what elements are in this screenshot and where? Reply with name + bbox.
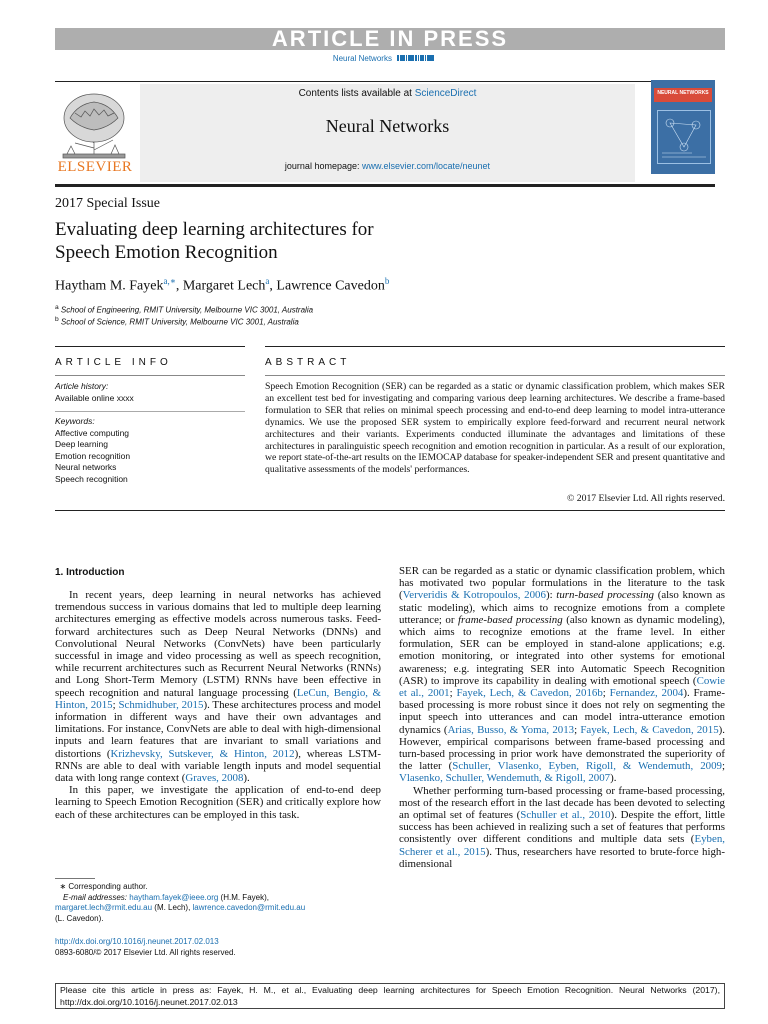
text-run: (also known as dynamic modeling), which aims to recognize emotions at the frame level. In either formulation, SER can be employed in stand-alone applications; e.g. emotion monitoring, or integrated into other systems for emotional awareness; e.g. integrating SER into Automatic Speech Recognition (ASR) to improve its capability in dealing with emotional speech ( [399,613,726,687]
text-run: ; [721,760,726,773]
text-run: ; [112,698,119,711]
text-run: ). Despite the effort, little success has been achieved in realizing such a set of features that performs consistently over different conditions and multiple data sets ( [399,809,725,846]
footnote-rule [55,878,95,879]
journal-reference[interactable] [0,54,768,63]
title-line-2: Speech Emotion Recognition [55,242,278,263]
article-history [55,381,134,404]
cover-title: NEURAL NETWORKS [657,90,709,96]
author-name[interactable]: Margaret Lech [182,278,266,294]
contents-prefix: Contents lists available at [298,88,415,99]
publisher-name[interactable]: ELSEVIER [57,159,133,175]
email-label: E-mail addresses: [63,892,130,902]
affiliation-a [55,304,313,315]
homepage-prefix: journal homepage: [284,161,362,171]
author-name[interactable]: Lawrence Cavedon [276,278,385,294]
abstract-rule-top [265,346,725,347]
article-info-rule [55,375,245,376]
paragraph [399,785,725,870]
affiliation-text: School of Science, RMIT University, Melbourne VIC 3001, Australia [58,317,299,327]
text-run: ): [545,589,557,602]
paragraph [399,565,725,785]
citation-link[interactable]: LeCun, Bengio, & Hinton, 2015 [55,686,381,711]
doi-link[interactable]: http://dx.doi.org/10.1016/j.neunet.2017.02.013 [55,937,219,946]
text-run: ), whereas LSTM-RNNs are able to deal with variable length inputs and model sequential data with long range context ( [55,747,381,785]
text-run: Whether performing turn-based processing or frame-based processing, most of the research effort in the last decade has been devoted to selecting an optimal set of features ( [399,784,725,822]
citation-link[interactable]: Eyben, Scherer et al., 2015 [399,833,725,858]
citation-link[interactable]: Schuller, Vlasenko, Eyben, Rigoll, & Wendemuth, 2009 [452,760,722,773]
keyword-item: Neural networks [55,462,117,472]
text-run: ). [610,772,617,785]
keyword-item: Speech recognition [55,473,128,484]
abstract-heading: ABSTRACT [265,357,351,368]
citation-link[interactable]: Schmidhuber, 2015 [118,698,204,711]
emphasis: frame-based processing [457,613,563,626]
author-affil-link[interactable]: a,∗ [163,276,176,286]
citation-link[interactable]: Cowie et al., 2001 [399,674,725,700]
text-run: ; [602,687,610,700]
cover-network-icon [657,110,711,164]
paragraph: In this paper, we investigate the application of end-to-end deep learning to Speech Emotion Recognition (SER) and critically explore how each of these architectures can be employed in this task. [55,784,381,821]
email-link[interactable]: margaret.lech@rmit.edu.au [55,903,153,913]
citation-link[interactable]: Fayek, Lech, & Cavedon, 2016b [456,687,603,700]
email-owner: (H.M. Fayek), [218,892,269,902]
article-info-heading: ARTICLE INFO [55,357,172,368]
affiliation-text: School of Engineering, RMIT University, Melbourne VIC 3001, Australia [58,305,314,315]
history-rule [55,411,245,412]
keyword-item: Emotion recognition [55,450,131,461]
article-title [55,218,485,264]
abstract-copyright: © 2017 Elsevier Ltd. All rights reserved. [566,493,725,504]
author-affil-link[interactable]: b [384,276,390,286]
email-link[interactable]: haytham.fayek@ieee.org [129,892,219,902]
header-bottom-rule [55,184,715,187]
affiliation-b [55,316,299,327]
email-note-end: (L. Cavedon). [55,914,104,924]
header-top-rule [55,81,715,82]
text-run: (also known as static modeling), which aims to recognize emotions from a complete utterance; or [399,589,725,626]
author-affil-link[interactable]: a [265,276,270,286]
paragraph [55,589,381,784]
citation-link[interactable]: Graves, 2008 [185,772,244,785]
special-issue-label: 2017 Special Issue [55,196,160,211]
title-line-1: Evaluating deep learning architectures for [55,219,374,240]
abstract-text: Speech Emotion Recognition (SER) can be regarded as a static or dynamic classification problem, which makes SER an excellent test bed for investigating and comparing various deep learning architectures. We describe a frame-based formulation to SER that relies on minimal speech processing and end-to-end deep learning to model intra-utterance dynamics. We use the proposed SER system to empirically explore feed-forward and recurrent neural network architectures and their variants. Experiments conducted illuminate the advantages and limitations of these architectures in paralinguistic speech recognition and emotion recognition in particular. As a result of our exploration, we report state-of-the-art results on the IEMOCAP database for speaker-independent SER and present quantitative and qualitative assessments of the models' performances. [265,381,725,476]
author-sep: , [269,278,277,294]
citation-link[interactable]: Schuller et al., 2010 [520,809,611,822]
affiliation-mark: a [55,304,59,311]
journal-homepage-link[interactable]: www.elsevier.com/locate/neunet [361,161,491,171]
article-in-press-banner: ARTICLE IN PRESS [55,28,725,50]
issn-line: 0893-6080/© 2017 Elsevier Ltd. All rights reserved. [55,948,236,957]
author-sep: , [175,278,183,294]
journal-title: Neural Networks [325,116,450,136]
email-link[interactable]: lawrence.cavedon@rmit.edu.au [192,903,306,913]
text-run: ; [449,687,457,700]
body-column-left [55,589,381,821]
text-run: ). These architectures process and model information in different ways and have their own advantages and limitations. For instance, ConvNets are able to deal with high-dimensional inputs and learn features that are invariant to small variations and distortions ( [55,698,381,760]
sciencedirect-link[interactable]: ScienceDirect [414,88,477,99]
text-run: ; [574,723,581,736]
footnote-text: Corresponding author. [66,882,148,891]
citation-link[interactable]: Vlasenko, Schuller, Wendemuth, & Rigoll, 2007 [399,772,611,785]
journal-cover-thumbnail[interactable] [651,80,715,174]
history-label: Article history: [55,381,109,391]
journal-ref-bars-icon [397,54,435,63]
article-info-rule-top [55,346,245,347]
corresponding-author-note [55,882,385,893]
citation-link[interactable]: Ververidis & Kotropoulos, 2006 [402,589,546,602]
author-list [55,276,389,295]
abstract-rule [265,375,725,376]
citation-link[interactable]: Arias, Busso, & Yoma, 2013 [447,723,575,736]
homepage-line [140,161,635,171]
doi-block [55,936,236,958]
citation-link[interactable]: Krizhevsky, Sutskever, & Hinton, 2012 [110,747,295,760]
text-run: ). [243,772,250,785]
footnote-mark: ∗ [59,882,67,891]
keywords-block [55,416,130,485]
text-run: ). Frame-based processing is more robust since it does not rely on segmenting the input speech into utterances and can model intra-utterance emotion dynamics ( [399,687,725,736]
emphasis: turn-based processing [556,589,654,602]
citation-box: Please cite this article in press as: Fayek, H. M., et al., Evaluating deep learning architectures for Speech Emotion Recognition. Neural Networks (2017), http://dx.doi.org/10.1016/j.neunet.2017.02.013 [55,983,725,1009]
email-note [55,893,385,904]
body-column-right [399,565,725,870]
abstract-bottom-rule [55,510,725,511]
affiliation-mark: b [55,316,59,323]
keyword-item: Deep learning [55,439,108,449]
text-run: SER can be regarded as a static or dynamic classification problem, which has motivated two popular formulations in the literature to the task ( [399,565,725,602]
section-heading-introduction: 1. Introduction [55,567,125,578]
text-run: In recent years, deep learning in neural networks has achieved tremendous success in various domains that led to multiple deep learning architectures emerging as effective models across numerous tasks. Feed-forward architectures such as Deep Neural Networks (DNNs) and Convolutional Neural Networks (ConvNets) have been particularly successful in image and video processing as well as speech recognition, while recurrent architectures such as Recurrent Neural Networks (RNNs) and Long Short-Term Memory (LSTM) RNNs have been effective in speech recognition and natural language processing ( [55,589,381,699]
citation-link[interactable]: Fernandez, 2004 [609,687,684,700]
contents-line [140,88,635,99]
history-value: Available online xxxx [55,392,134,403]
journal-reference-label: Neural Networks [332,54,392,63]
keywords-label: Keywords: [55,416,95,426]
email-owner: (M. Lech), [152,903,193,913]
keyword-item: Affective computing [55,427,130,438]
text-run: ). Thus, researchers have resorted to brute-force high-dimensional [399,845,726,870]
citation-link[interactable]: Fayek, Lech, & Cavedon, 2015 [580,723,719,736]
email-note-cont [55,903,385,914]
text-run: ). However, empirical comparisons between frame-based processing and turn-based processing in prior work have demonstrated the superiority of the latter ( [399,723,726,773]
author-name[interactable]: Haytham M. Fayek [55,278,164,294]
footnotes [55,882,385,925]
